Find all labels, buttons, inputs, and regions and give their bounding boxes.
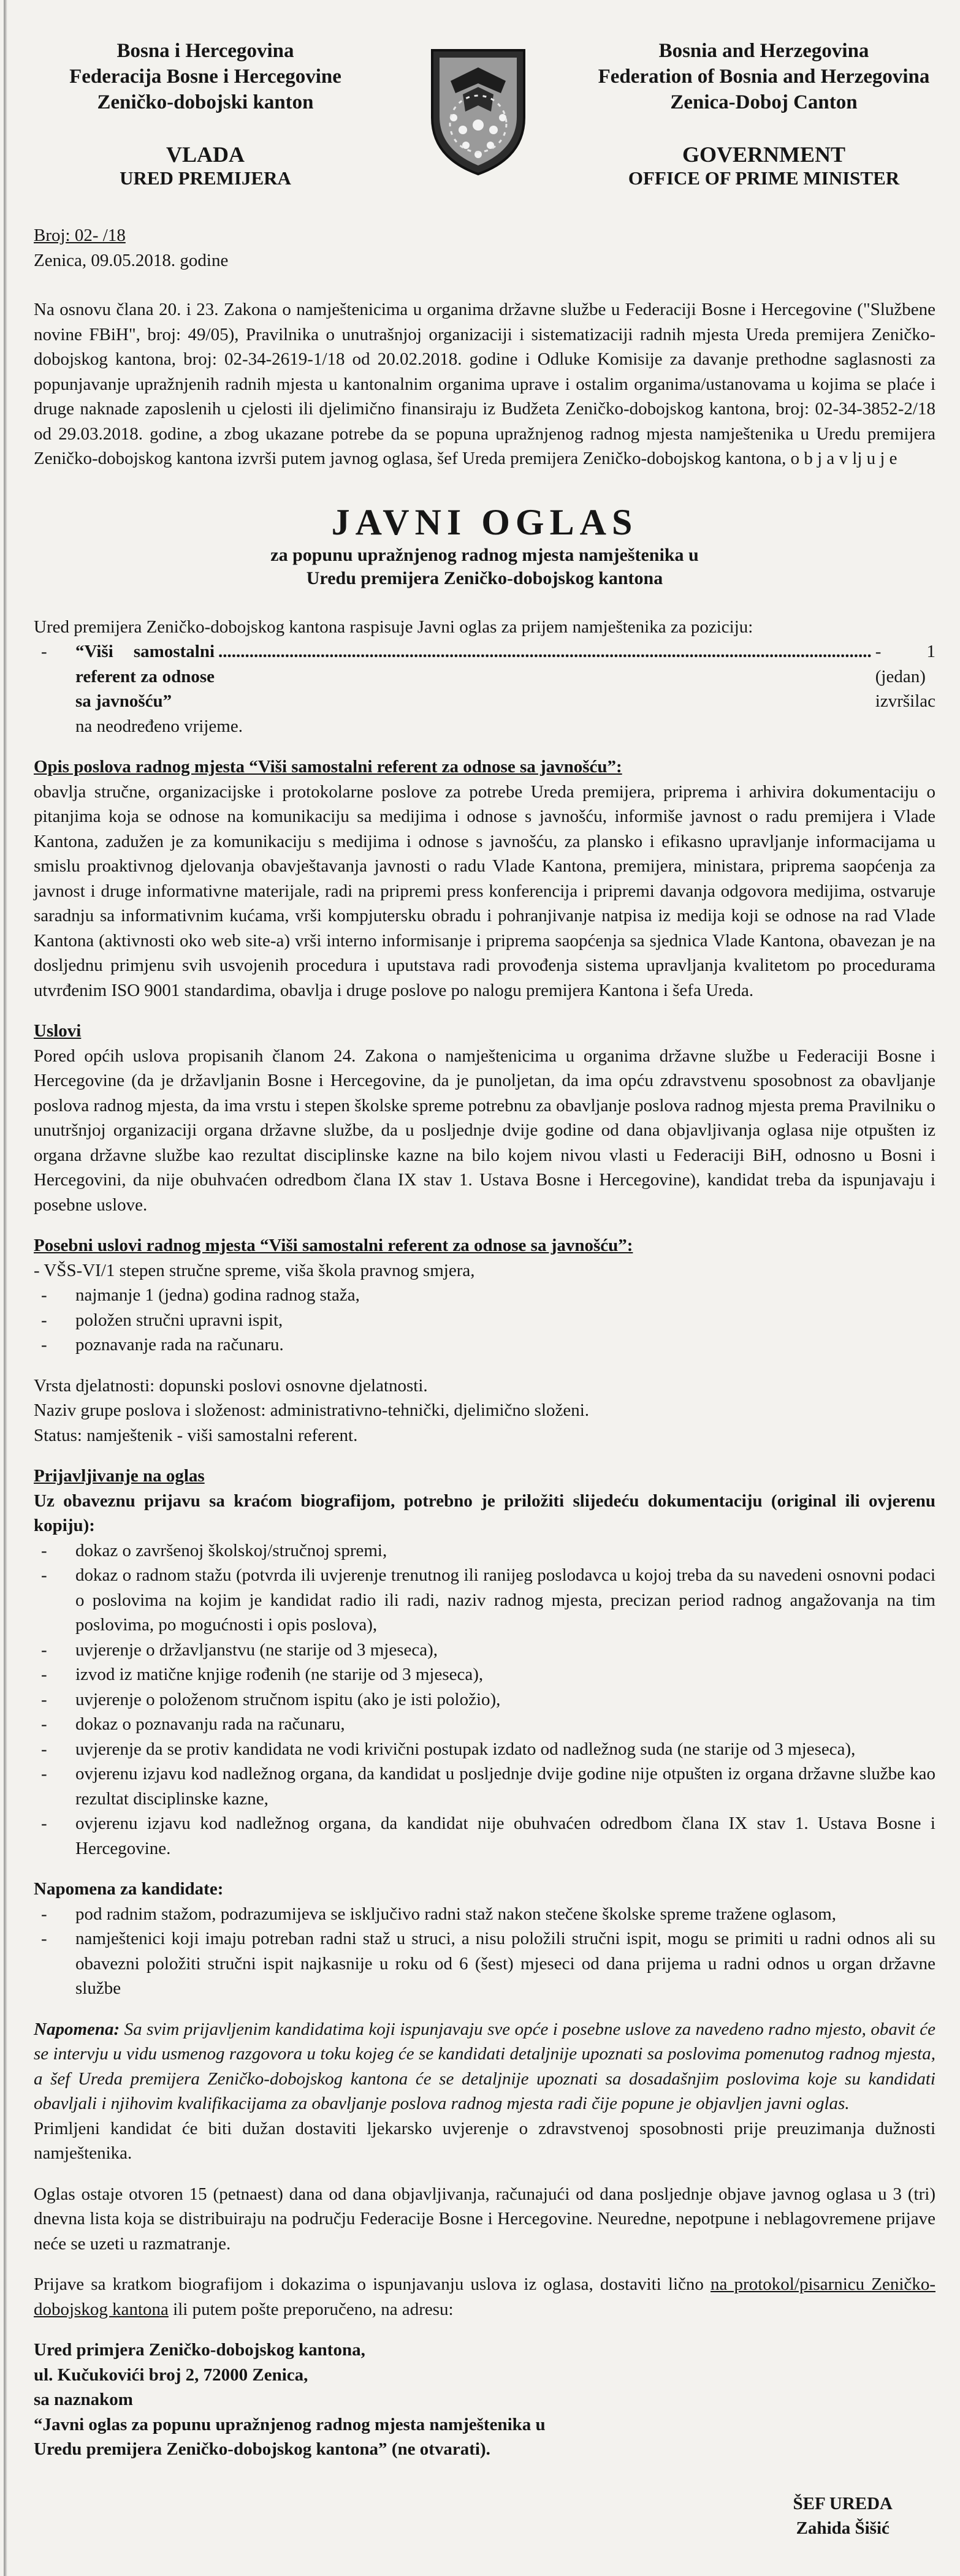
duties-text: obavlja stručne, organizacijske i protokolarne poslove za potrebe Ureda premijera, priprema i arhivira dokumentaciju o pitanjima koja se odnose na komunikaciju sa medijima i odnose s javnošću, informiše javnost o radu premijera i Vlade Kantona, zadužen je za komunikaciju s medijima i odnose s javnošću, za plansko i efikasno upravljanje informacijama u smislu proaktivnog djelovanja obavještavanja javnosti o radu Vlade Kantona, premijera, ministara, priprema saopćenja za javnost i druge informativne materijale, radi na pripremi press konferencija i pripremi davanja odgovora medijima, ostvaruje saradnju sa informativnim kućama, vrši kompjutersku obradu i pohranjivanje natpisa iz medija koji se odnose na rad Vlade Kantona (aktivnosti oko web site-a) vrši interno informisanje i priprema saopćenja sa sjednica Vlade Kantona, obavezan je na dosljednu primjenu svih usvojenih procedura i uputstava radi provođenja sistema upravljanja kvalitetom po procedurama utvrđenim ISO 9001 standardima, obavlja i druge poslove po nalogu premijera Kantona i šefa Ureda. <box>34 781 935 1000</box>
letterhead <box>34 0 935 202</box>
address-line <box>34 2437 935 2462</box>
activity-type: Vrsta djelatnosti: dopunski poslovi osnovne djelatnosti. <box>34 1375 428 1396</box>
letterhead-left <box>34 38 377 190</box>
list-item: - pod radnim stažom, podrazumijeva se isključivo radni staž nakon stečene školske spreme tražene oglasom, <box>34 1902 935 1927</box>
remark-text: Sa svim prijavljenim kandidatima koji ispunjavaju sve opće i posebne uslove za navedeno radno mjesto, obavit će se intervju u vidu usmenog razgovora u toku kojeg će se kandidati detaljnije upoznati sa poslovima pomenutog radnog mjesta, a šef Ureda premijera Zeničko-dobojskog kantona će se detaljnije upoznati sa dosadašnjim poslovima koje su kandidati obavljali i njihovim kvalifikacijama za obavljanje poslova radnog mjesta radi čije popune je objavljen javni oglas. <box>34 2019 936 2113</box>
job-status: Status: namještenik - viši samostalni referent. <box>34 1425 358 1445</box>
medical-note: Primljeni kandidat će biti dužan dostaviti ljekarsko uvjerenje o zdravstvenoj sposobnosti prije preuzimanja dužnosti namještenika. <box>34 2118 935 2163</box>
position-lead: Ured premijera Zeničko-dobojskog kantona raspisuje Javni oglas za prijem namještenika za poziciju: <box>34 617 753 637</box>
validity-paragraph: Oglas ostaje otvoren 15 (petnaest) dana od dana objavljivanja, računajući od dana posljednje objave javnog oglasa u 3 (tri) dnevna lista koja se distribuiraju na području Federacije Bosne i Hercegovine. Neuredne, nepotpune i neblagovremene prijave neće se uzeti u razmatranje. <box>34 2184 935 2254</box>
notice-subtitle-2: Uredu premijera Zeničko-dobojskog kantona <box>306 568 663 588</box>
application-heading: Prijavljivanje na oglas <box>34 1466 205 1486</box>
government-en: GOVERNMENT <box>682 142 845 167</box>
federation-name-bs: Federacija Bosne i Hercegovine <box>69 66 341 88</box>
special-conditions-heading: Posebni uslovi radnog mjesta “Viši samostalni referent za odnose sa javnošću”: <box>34 1236 633 1255</box>
application-lead: Uz obaveznu prijavu sa kraćom biografijom, potrebno je priložiti slijedeću dokumentaciju (original ili ovjerenu kopiju): <box>34 1491 935 1535</box>
address-line: sa naznakom <box>34 2390 133 2409</box>
canton-name-en: Zenica-Doboj Canton <box>670 91 858 113</box>
address-line: Ured primjera Zeničko-dobojskog kantona, <box>34 2340 365 2360</box>
conditions-text: Pored općih uslova propisanih članom 24. Zakona o namještenicima u organima državne službe u Federaciji Bosne i Hercegovine (da je državljanin Bosne i Hercegovine, da je punoljetan, da ima opću zdravstvenu sposobnost za obavljanje poslova radnog mjesta, da ima vrstu i stepen školske spreme potrebnu za obavljanje poslova radnog mjesta prema Pravilniku o unutršnjoj organizaciji organa državne službe, da u posljednje dvije godine od dana objavljivanja oglasa nije otpušten iz organa državne službe kao rezultat disciplinske kazne na bilo kojem nivou vlasti u Federaciji BiH, odnosno u Bosni i Hercegovini, da nije obuhvaćen odredbom člana IX stav 1. Ustava Bosne i Hercegovine), kandidat treba da ispunjavaju i posebne uslove. <box>34 1046 935 1215</box>
address-line-text: Uredu premijera Zeničko-dobojskog kantona” <box>34 2439 387 2459</box>
position-dots: ................................................................................................................................................... <box>218 642 872 661</box>
notice-subtitle-1: za popunu upražnjenog radnog mjesta namještenika u <box>270 544 699 565</box>
list-item: - uvjerenje da se protiv kandidata ne vodi krivični postupak izdato od nadležnog suda (ne starije od 3 mjeseca), <box>34 1737 935 1762</box>
address-line: ul. Kučukovići broj 2, 72000 Zenica, <box>34 2365 308 2385</box>
country-name-bs: Bosna i Hercegovina <box>116 40 294 62</box>
intro-verb: o b j a v lj u j e <box>790 449 897 468</box>
list-item: - dokaz o poznavanju rada na računaru, <box>34 1712 935 1737</box>
duties-heading: Opis poslova radnog mjesta “Viši samostalni referent za odnose sa javnošću”: <box>34 757 622 777</box>
submission-lead: Prijave sa kratkom biografijom i dokazima o ispunjavanju uslova iz oglasa, dostaviti lično <box>34 2274 704 2294</box>
country-name-en: Bosnia and Herzegovina <box>658 40 869 62</box>
canton-name-bs: Zeničko-dobojski kanton <box>97 91 314 113</box>
address-line: “Javni oglas za popunu upražnjenog radnog mjesta namještenika u <box>34 2414 546 2434</box>
office-bs: URED PREMIJERA <box>120 167 291 189</box>
reference-number: Broj: 02- /18 <box>34 226 126 245</box>
submission-underlined: na protokol/pisarnicu Zeničko-dobojskog kantona <box>34 2274 935 2319</box>
notice-title: JAVNI OGLAS <box>331 501 638 542</box>
office-en: OFFICE OF PRIME MINISTER <box>628 167 900 189</box>
government-bs: VLADA <box>166 142 245 167</box>
submission-paragraph <box>34 2272 935 2322</box>
notes-list <box>34 1902 935 2001</box>
signature-block <box>793 2491 893 2540</box>
list-item: - uvjerenje o položenom stručnom ispitu (ako je isti položio), <box>34 1687 935 1712</box>
list-item: - izvod iz matične knjige rođenih (ne starije od 3 mjeseca), <box>34 1662 935 1687</box>
list-item: - dokaz o završenoj školskoj/stručnoj spremi, <box>34 1538 935 1563</box>
position-name: - “Viši samostalni referent za odnose sa javnošću” <box>75 642 215 711</box>
intro-paragraph <box>34 297 935 471</box>
remark-label: Napomena: <box>34 2019 120 2039</box>
list-item: - ovjerenu izjavu kod nadležnog organa, da kandidat u posljednje dvije godine nije otpušten iz organa državne službe kao rezultat disciplinske kazne, <box>34 1761 935 1811</box>
documents-list <box>34 1538 935 1861</box>
address-block <box>34 2338 935 2462</box>
position-duration: na neodređeno vrijeme. <box>75 716 243 736</box>
signature-title: ŠEF UREDA <box>793 2494 893 2513</box>
list-item: - uvjerenje o državljanstvu (ne starije od 3 mjeseca), <box>34 1638 935 1663</box>
submission-tail: ili putem pošte preporučeno, na adresu: <box>173 2299 454 2319</box>
notes-heading: Napomena za kandidate: <box>34 1879 224 1899</box>
list-item: - poznavanje rada na računaru. <box>34 1332 935 1358</box>
special-conditions-list <box>34 1283 935 1358</box>
intro-text: Na osnovu člana 20. i 23. Zakona o namještenicima u organima državne službe u Federaciji Bosne i Hercegovine ("Službene novine FBiH", broj: 49/05), Pravilnika o unutrašnjoj organizaciji i sistematizaciji radnih mjesta Ureda premijera Zeničko-dobojskog kantona, broj: 02-34-2619-1/18 od 20.02.2018. godine i Odluke Komisije za davanje prethodne saglasnosti za popunjavanje upražnjenih radnih mjesta u kantonalnim organima uprave i ostalim organima/ustanovama u kojima se plaće i druge naknade zaposlenih u cjelosti ili djelimično finansiraju iz Budžeta Zeničko-dobojskog kantona, broj: 02-34-3852-2/18 od 29.03.2018. godine, a zbog ukazane potrebe da se popuna upražnjenog radnog mjesta namještenika u Uredu premijera Zeničko-dobojskog kantona izvrši putem javnog oglasa, šef Ureda premijera Zeničko-dobojskog kantona, <box>34 300 935 468</box>
address-line-tail: (ne otvarati). <box>391 2439 490 2459</box>
position-count: - 1 (jedan) izvršilac <box>875 642 935 711</box>
remark-paragraph <box>34 2017 935 2116</box>
federation-name-en: Federation of Bosnia and Herzegovina <box>598 66 930 88</box>
job-group: Naziv grupe poslova i složenost: administrativno-tehnički, djelimično složeni. <box>34 1400 590 1420</box>
document-body <box>34 223 935 2462</box>
list-item: - najmanje 1 (jedna) godina radnog staža, <box>34 1283 935 1308</box>
signature-name: Zahida Šišić <box>796 2518 890 2538</box>
special-condition-first: - VŠS-VI/1 stepen stručne spreme, viša škola pravnog smjera, <box>34 1260 475 1280</box>
place-date: Zenica, 09.05.2018. godine <box>34 250 229 270</box>
list-item: - položen stručni upravni ispit, <box>34 1308 935 1333</box>
coat-of-arms-icon <box>420 44 536 179</box>
list-item: - namještenici koji imaju potreban radni staž u struci, a nisu položili stručni ispit, mogu se primiti u radni odnos ali su obavezni položiti stručni ispit najkasnije u roku od 6 (šest) mjeseci od dana prijema u radni odnos u organ državne službe <box>34 1926 935 2001</box>
conditions-heading: Uslovi <box>34 1021 82 1041</box>
list-item: - ovjerenu izjavu kod nadležnog organa, da kandidat nije obuhvaćen odredbom člana IX stav 1. Ustava Bosne i Hercegovine. <box>34 1811 935 1861</box>
position-line <box>34 639 935 714</box>
letterhead-right <box>592 38 935 190</box>
list-item: - dokaz o radnom stažu (potvrda ili uvjerenje trenutnog ili ranijeg poslodavca u kojoj treba da su navedeni osnovni podaci o poslovima na kojim je kandidat radio ili radi, naziv radnog mjesta, precizan period radnog angažovanja na tim poslovima, po mogućnosti i opis poslova), <box>34 1563 935 1638</box>
